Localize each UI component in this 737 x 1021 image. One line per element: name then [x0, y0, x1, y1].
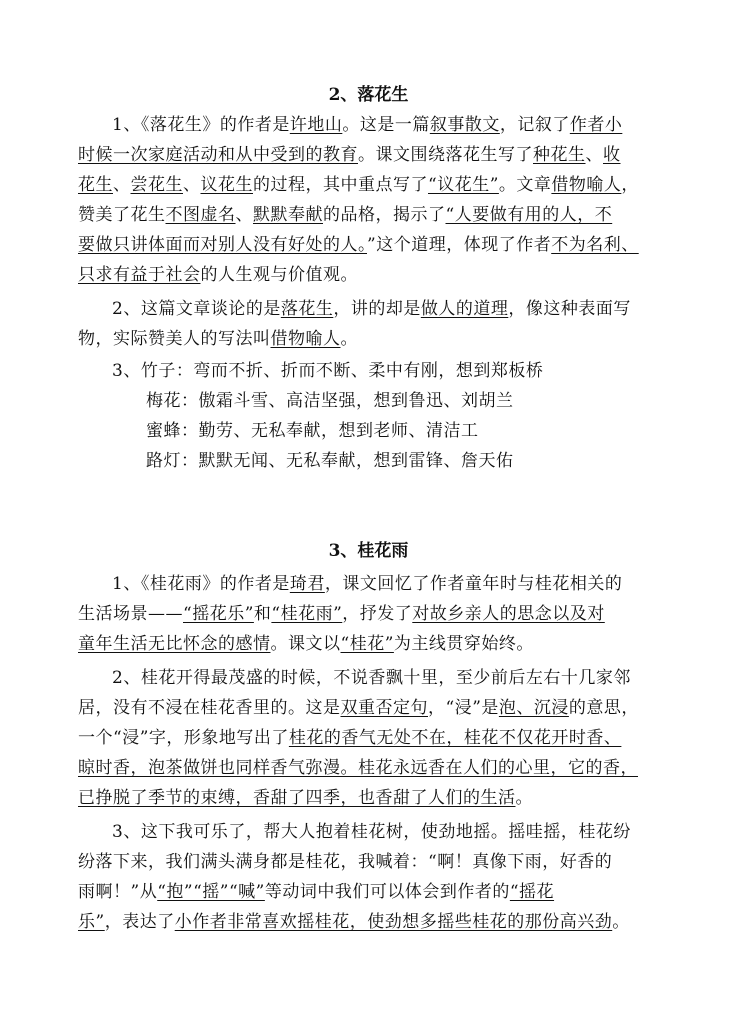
text-line [112, 297, 631, 321]
underlined-key-phrase: 时候一次家庭活动和从中受到的教育 [78, 145, 358, 165]
underlined-key-phrase: “人要做有用的人，不 [445, 205, 613, 225]
text-segment: 生活场景—— [78, 604, 183, 624]
underlined-key-phrase: 童年生活无比怀念的感情 [78, 634, 271, 654]
text-line [78, 880, 554, 904]
text-segment: 和 [253, 604, 272, 624]
text-segment: 居，没有不浸在桂花香里的。这是 [78, 698, 341, 718]
text-line [78, 203, 612, 227]
underlined-key-phrase: 琦君 [289, 574, 325, 594]
underlined-key-phrase: 叙事散文 [429, 115, 500, 135]
text-segment: 蜜蜂：勤劳、无私奉献，想到老师、清洁工 [146, 421, 479, 441]
text-segment: ， [621, 175, 639, 195]
underlined-key-phrase: 泡、沉浸 [498, 698, 569, 718]
text-segment: ，抒发了 [342, 604, 413, 624]
text-line [112, 359, 543, 383]
underlined-key-phrase: “桂花雨” [271, 604, 343, 624]
text-segment: ”这个道理，体现了作者 [367, 235, 552, 255]
text-segment: 。课文围绕落花生写了 [358, 145, 533, 165]
underlined-key-phrase: 种花生 [533, 145, 586, 165]
underlined-key-phrase: 双重否定句 [340, 698, 428, 718]
text-segment: 2、桂花开得最茂盛的时候，不说香飘十里，至少前后左右十几家邻 [112, 668, 631, 688]
text-segment: 、 [235, 205, 253, 225]
underlined-key-phrase: 借物喻人 [551, 175, 622, 195]
underlined-key-phrase: 不为名利、 [551, 235, 639, 255]
underlined-key-phrase: 只求有益于社会 [78, 265, 201, 285]
text-segment: 的人生观与价值观。 [200, 265, 358, 285]
text-segment: 等动词中我们可以体会到作者的 [264, 882, 510, 902]
text-line [146, 449, 514, 473]
text-segment: 、 [183, 175, 201, 195]
text-line [78, 910, 630, 934]
text-segment: 路灯：默默无闻、无私奉献，想到雷锋、詹天佑 [146, 451, 514, 471]
text-segment: ，讲的却是 [333, 299, 421, 319]
text-line [78, 696, 639, 720]
text-segment: ，课文回忆了作者童年时与桂花相关的 [324, 574, 623, 594]
text-segment: 的意思， [568, 698, 639, 718]
underlined-key-phrase: 桂花的香气无处不在，桂花不仅花开时香、 [288, 728, 622, 748]
text-line [78, 143, 621, 167]
text-segment: 雨啊！”从 [78, 882, 158, 902]
underlined-key-phrase: 借物喻人 [270, 329, 341, 349]
text-segment: 一个“浸”字，形象地写出了 [78, 728, 289, 748]
section-3-title: 3、桂花雨 [328, 541, 409, 561]
underlined-key-phrase: 作者小 [569, 115, 623, 135]
text-segment: 、 [113, 175, 131, 195]
underlined-key-phrase: “摇花 [509, 882, 555, 902]
text-segment: 为主线贯穿始终。 [393, 634, 534, 654]
text-segment: ，像这种表面写 [508, 299, 631, 319]
text-line [146, 389, 514, 413]
text-segment: 的过程，其中重点写了 [253, 175, 428, 195]
underlined-key-phrase: 落花生 [280, 299, 334, 319]
underlined-key-phrase: 议花生 [200, 175, 253, 195]
text-segment: ，“浸”是 [428, 698, 499, 718]
text-line [112, 113, 622, 137]
text-segment: 。 [340, 329, 358, 349]
underlined-key-phrase: 尝花生 [130, 175, 183, 195]
underlined-key-phrase: 默默奉献 [253, 205, 323, 225]
text-segment: 纷落下来，我们满头满身都是桂花，我喊着：“啊！真像下雨，好香的 [78, 852, 613, 872]
text-segment: 。课文以 [270, 634, 341, 654]
text-segment: 、 [585, 145, 603, 165]
underlined-key-phrase: “抱”“摇”“喊” [157, 882, 265, 902]
text-line [78, 173, 639, 197]
text-line [78, 756, 638, 780]
text-line [78, 786, 533, 810]
underlined-key-phrase: 不图虚名 [165, 205, 236, 225]
underlined-key-phrase: 要做只讲体面而对别人没有好处的人。 [78, 235, 367, 255]
text-segment: 3、竹子：弯而不折、折而不断、柔中有刚，想到郑板桥 [112, 361, 544, 381]
text-segment: 。文章 [498, 175, 552, 195]
text-line [78, 233, 639, 257]
underlined-key-phrase: 已挣脱了季节的束缚，香甜了四季，也香甜了人们的生活 [78, 788, 516, 808]
text-line [146, 419, 479, 443]
text-line [78, 632, 534, 656]
underlined-key-phrase: 花生 [78, 175, 113, 195]
text-line [112, 572, 622, 596]
text-line [78, 726, 621, 750]
underlined-key-phrase: 晾时香，泡茶做饼也同样香气弥漫。桂花永远香在人们的心里，它的香， [78, 758, 638, 778]
text-segment: 的品格，揭示了 [323, 205, 446, 225]
text-segment: 。 [612, 912, 630, 932]
text-segment: 2、这篇文章谈论的是 [112, 299, 281, 319]
text-segment: 物，实际赞美人的写法叫 [78, 329, 271, 349]
text-segment: 。这是一篇 [342, 115, 430, 135]
text-segment: ，记叙了 [499, 115, 570, 135]
underlined-key-phrase: 收 [603, 145, 621, 165]
text-line [112, 820, 631, 844]
text-segment: 1、《桂花雨》的作者是 [112, 574, 290, 594]
text-line [78, 850, 612, 874]
text-line [78, 327, 358, 351]
underlined-key-phrase: “桂花” [340, 634, 394, 654]
text-line [78, 263, 358, 287]
underlined-key-phrase: 对故乡亲人的思念以及对 [412, 604, 605, 624]
underlined-key-phrase: 乐” [78, 912, 105, 932]
section-2-title: 2、落花生 [328, 85, 409, 105]
underlined-key-phrase: “议花生” [428, 175, 499, 195]
text-segment: 。 [515, 788, 533, 808]
text-segment: 赞美了花生 [78, 205, 166, 225]
underlined-key-phrase: 许地山 [289, 115, 343, 135]
text-segment: 1、《落花生》的作者是 [112, 115, 290, 135]
text-line [78, 602, 605, 626]
text-segment: ，表达了 [104, 912, 175, 932]
underlined-key-phrase: 做人的道理 [420, 299, 509, 319]
text-segment: 3、这下我可乐了，帮大人抱着桂花树，使劲地摇。摇哇摇，桂花纷 [112, 822, 631, 842]
text-segment: 梅花：傲霜斗雪、高洁坚强，想到鲁迅、刘胡兰 [146, 391, 514, 411]
text-line [112, 666, 631, 690]
underlined-key-phrase: 小作者非常喜欢摇桂花，使劲想多摇些桂花的那份高兴劲 [174, 912, 613, 932]
underlined-key-phrase: “摇花乐” [183, 604, 254, 624]
